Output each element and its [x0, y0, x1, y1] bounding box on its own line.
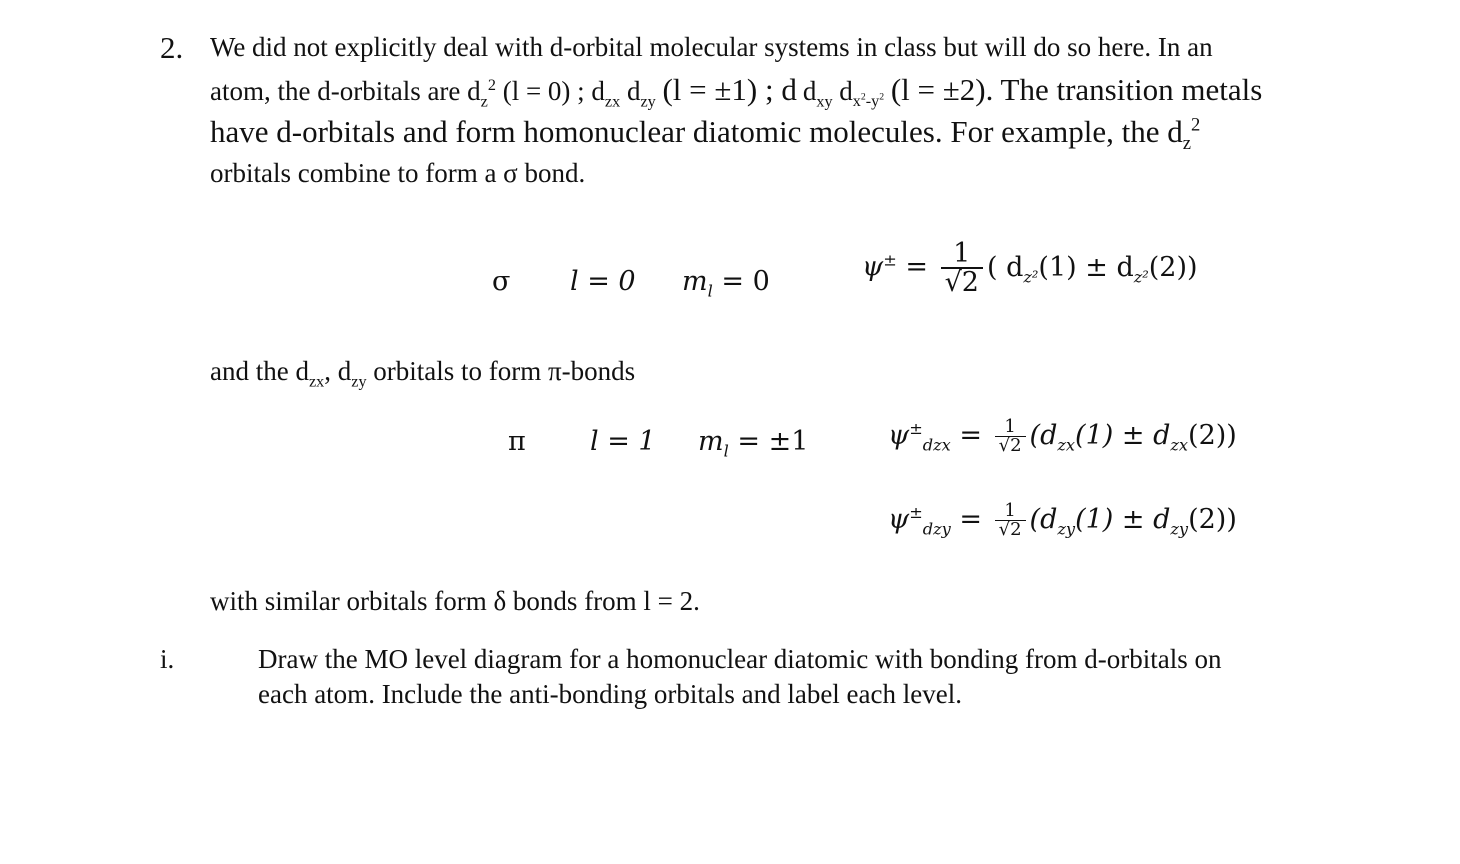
pi-eq2-rhs-sub2: zy [1170, 519, 1189, 539]
pi-eq1-equals: = [959, 420, 983, 451]
pi-eq2-psi: ψ [888, 504, 910, 535]
intro-line-2-b: (l = 0) ; d [502, 76, 605, 106]
pi-sub-zx: zx [308, 372, 325, 391]
intro-line-2-d: (l = ±1) ; d [662, 72, 797, 107]
pi-eq2-rhs-a: (d [1029, 504, 1058, 535]
pi-eq2-sub: dzy [922, 519, 951, 539]
sup-2: 2 [487, 76, 496, 94]
part-i-line-2: each atom. Include the anti-bonding orbitals and label each level. [258, 679, 962, 709]
pi-eq2-frac-num: 1 [995, 502, 1026, 521]
intro-line-2-c: d [626, 76, 641, 106]
sigma-ml-sub: l [707, 281, 713, 301]
pi-sub-zy: zy [351, 372, 367, 391]
intro-line-2-right [802, 72, 1263, 111]
sub-y-text: -y [865, 92, 880, 111]
pi-ml-sub: l [723, 441, 729, 461]
pi-equation-zx [888, 418, 1237, 455]
sigma-fraction [941, 240, 983, 296]
sigma-frac-den: √2 [944, 267, 979, 298]
intro-line-2-a: atom, the d-orbitals are d [210, 76, 481, 106]
sub-z-2: z [1182, 133, 1192, 155]
sub-y-sup: 2 [879, 92, 885, 103]
pi-intro-a: and the d [210, 356, 309, 386]
pi-eq1-frac-den: √2 [998, 435, 1022, 456]
sigma-psi: ψ [862, 251, 884, 283]
sigma-ml-rhs: = 0 [721, 266, 770, 297]
pi-equation-zy [888, 502, 1237, 539]
intro-line-2-f: (l = ±2). The transition metals [890, 72, 1263, 107]
pi-ml [698, 426, 809, 461]
pi-intro [210, 356, 636, 391]
pi-eq2-frac-den: √2 [998, 519, 1022, 540]
sub-zx: zx [604, 92, 621, 111]
pi-eq1-fraction [995, 418, 1026, 455]
delta-line: with similar orbitals form δ bonds from l = 2. [210, 586, 700, 616]
sigma-l-value: l = 0 [570, 266, 636, 297]
sigma-rhs-sub: z² [1023, 266, 1039, 286]
sup-2-b: 2 [1191, 114, 1201, 136]
sigma-rhs-a: ( d [986, 251, 1024, 283]
intro-line-2 [210, 72, 797, 111]
intro-line-4: orbitals combine to form a σ bond. [210, 158, 586, 188]
pi-ml-m: m [698, 426, 724, 457]
sigma-equals: = [905, 251, 928, 283]
intro-line-2-e2: d [839, 76, 853, 106]
pi-l-value: l = 1 [590, 426, 656, 457]
intro-line-3 [210, 114, 1201, 155]
pi-eq1-psi: ψ [888, 420, 910, 451]
sigma-ml [682, 266, 770, 301]
sub-x-text: x [852, 92, 861, 111]
pi-eq2-rhs-sub: zy [1057, 519, 1076, 539]
pi-symbol: π [508, 426, 526, 457]
pi-eq1-frac-num: 1 [995, 418, 1026, 437]
pi-eq2-rhs-c: (2)) [1188, 504, 1237, 535]
pi-eq1-rhs-a: (d [1029, 420, 1058, 451]
pi-eq2-fraction [995, 502, 1026, 539]
sub-zy: zy [640, 92, 656, 111]
problem-number: 2. [160, 30, 184, 65]
sigma-equation [862, 240, 1198, 296]
intro-line-1: We did not explicitly deal with d-orbital molecular systems in class but will do so here. In an [210, 32, 1213, 62]
pi-eq1-sup: ± [909, 419, 923, 438]
sigma-frac-num: 1 [941, 240, 983, 269]
pi-intro-b: , d [324, 356, 352, 386]
pi-eq1-sub: dzx [922, 435, 951, 455]
pi-eq2-rhs-b: (1) ± d [1075, 504, 1171, 535]
sigma-symbol: σ [492, 266, 511, 297]
pi-eq1-rhs-sub2: zx [1170, 435, 1189, 455]
sigma-psi-sup: ± [883, 250, 897, 270]
part-i-label: i. [160, 644, 175, 674]
pi-eq2-sup: ± [909, 503, 923, 522]
pi-eq1-rhs-sub: zx [1057, 435, 1076, 455]
sub-xy: xy [816, 92, 833, 111]
sigma-rhs [986, 251, 1198, 286]
pi-eq1-rhs-c: (2)) [1188, 420, 1237, 451]
sigma-rhs-sub2: z² [1133, 266, 1149, 286]
sigma-rhs-mid: (1) ± d [1038, 251, 1134, 283]
sub-x [853, 92, 884, 110]
pi-ml-rhs: = ±1 [737, 426, 809, 457]
part-i-line-1: Draw the MO level diagram for a homonuclear diatomic with bonding from d-orbitals on [258, 644, 1222, 674]
pi-intro-c: orbitals to form π-bonds [373, 356, 636, 386]
sigma-ml-m: m [682, 266, 708, 297]
pi-eq1-rhs-b: (1) ± d [1075, 420, 1171, 451]
pi-eq2-equals: = [959, 504, 983, 535]
intro-line-2-e: d [802, 76, 817, 106]
sigma-rhs-end: (2)) [1148, 251, 1198, 283]
sub-x-sup: 2 [860, 92, 866, 103]
intro-line-3-text: have d-orbitals and form homonuclear diatomic molecules. For example, the d [210, 114, 1183, 149]
sub-z: z [480, 92, 488, 111]
